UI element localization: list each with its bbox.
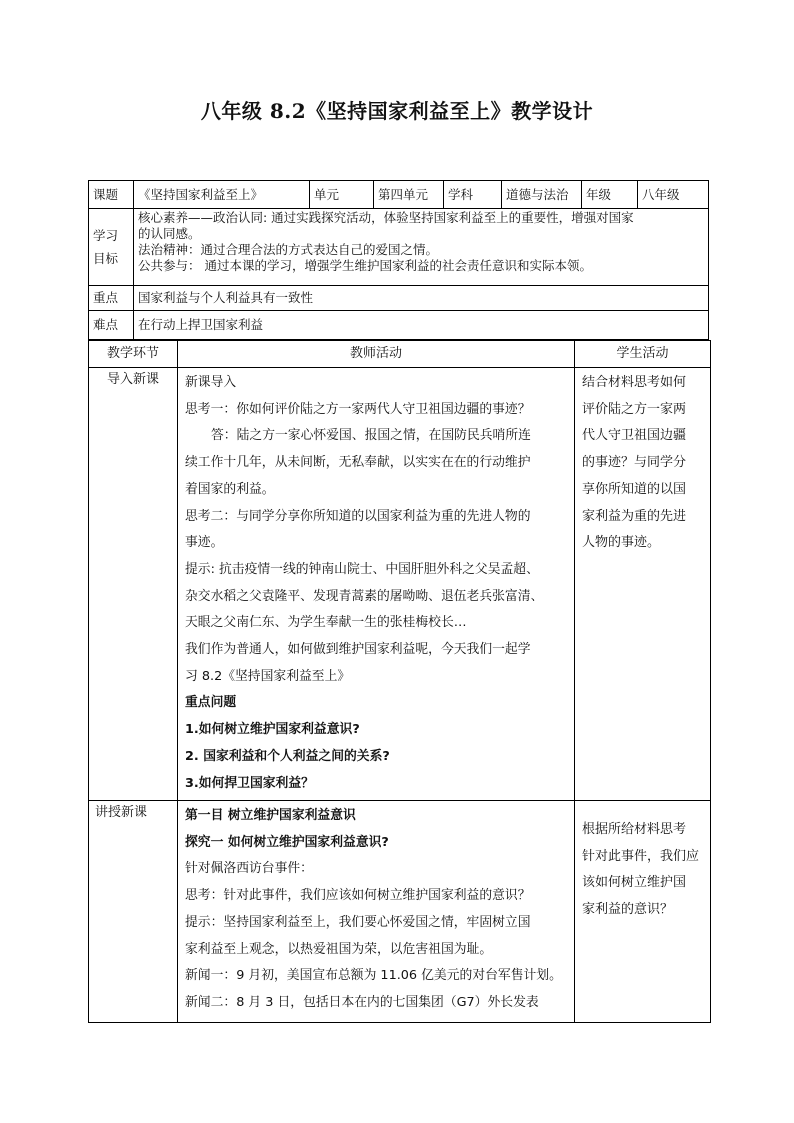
course-info-table [88, 180, 709, 340]
difficulty-value: 在行动上捍卫国家利益 [134, 311, 709, 340]
teacher-line: 习 8.2《坚持国家利益至上》 [185, 668, 351, 684]
subject-label: 学科 [444, 181, 502, 209]
focus-value: 国家利益与个人利益具有一致性 [134, 286, 709, 311]
teacher-line: 思考二：与同学分享你所知道的以国家利益为重的先进人物的 [185, 508, 531, 524]
header-stage: 教学环节 [89, 341, 178, 368]
teacher-line: 事迹。 [185, 535, 224, 551]
teacher-line: 重点问题 [185, 695, 237, 711]
difficulty-label: 难点 [89, 311, 134, 340]
teacher-line: 着国家的利益。 [185, 481, 275, 497]
stage-new-lesson: 讲授新课 [89, 801, 178, 1023]
teacher-activity-new [178, 801, 575, 1023]
student-line: 评价陆之方一家两 [582, 401, 687, 417]
stage-intro: 导入新课 [89, 368, 178, 801]
goals-label-1: 学习 [93, 228, 119, 243]
teacher-line: 3.如何捍卫国家利益？ [185, 775, 314, 791]
student-line: 该如何树立维护国 [582, 875, 687, 891]
student-line: 人物的事迹。 [582, 535, 661, 551]
teacher-line: 家利益至上观念，以热爱祖国为荣，以危害祖国为耻。 [185, 941, 493, 957]
teacher-line: 思考：针对此事件，我们应该如何树立维护国家利益的意识？ [185, 888, 531, 904]
teacher-line: 新闻二：8 月 3 日，包括日本在内的七国集团（G7）外长发表 [185, 994, 539, 1010]
page-title: 八年级 8.2《坚持国家利益至上》教学设计 [200, 99, 594, 123]
grade-value: 八年级 [638, 181, 709, 209]
student-line: 家利益为重的先进 [582, 508, 687, 524]
teacher-line: 续工作十几年，从未间断，无私奉献，以实实在在的行动维护 [185, 455, 531, 471]
teacher-line: 第一目 树立维护国家利益意识 [185, 808, 356, 823]
teacher-line: 针对佩洛西访台事件： [185, 861, 313, 877]
teacher-line: 新闻一：9 月初，美国宣布总额为 11.06 亿美元的对台军售计划。 [185, 968, 562, 984]
goal-line: 公共参与： 通过本课的学习，增强学生维护国家利益的社会责任意识和实际本领。 [138, 258, 592, 273]
goals-content [134, 209, 709, 286]
teacher-activity-intro [178, 368, 575, 801]
student-line: 根据所给材料思考 [582, 822, 687, 837]
grade-label: 年级 [582, 181, 638, 209]
lesson-process-table [88, 340, 711, 1023]
unit-label: 单元 [310, 181, 374, 209]
goals-label-2: 目标 [93, 251, 119, 266]
student-activity-new [575, 801, 711, 1023]
header-teacher: 教师活动 [178, 341, 575, 368]
teacher-line: 2. 国家利益和个人利益之间的关系? [185, 748, 390, 764]
teacher-line: 1.如何树立维护国家利益意识? [185, 722, 360, 738]
header-student: 学生活动 [575, 341, 711, 368]
teacher-line: 提示: 抗击疫情一线的钟南山院士、中国肝胆外科之父吴孟超、 [185, 561, 539, 577]
focus-label: 重点 [89, 286, 134, 311]
goal-line: 的认同感。 [138, 226, 201, 241]
teacher-line: 思考一：你如何评价陆之方一家两代人守卫祖国边疆的事迹？ [185, 401, 531, 417]
teacher-line: 天眼之父南仁东、为学生奉献一生的张桂梅校长… [185, 615, 467, 631]
goal-line: 核心素养——政治认同: 通过实践探究活动，体验坚持国家利益至上的重要性，增强对国家 [138, 210, 634, 225]
student-line: 结合材料思考如何 [582, 375, 687, 390]
topic-label: 课题 [89, 181, 134, 209]
teacher-line: 杂交水稻之父袁隆平、发现青蒿素的屠呦呦、退伍老兵张富清、 [185, 588, 544, 604]
topic-value: 《坚持国家利益至上》 [134, 181, 310, 209]
student-line: 的事迹？与同学分 [582, 455, 687, 471]
teacher-line: 提示：坚持国家利益至上，我们要心怀爱国之情，牢固树立国 [185, 914, 531, 930]
teacher-line: 探究一 如何树立维护国家利益意识? [185, 834, 389, 850]
goals-label [89, 209, 134, 286]
subject-value: 道德与法治 [502, 181, 582, 209]
student-line: 代人守卫祖国边疆 [582, 428, 687, 444]
student-activity-intro [575, 368, 711, 801]
student-line: 针对此事件，我们应 [582, 848, 700, 864]
teacher-line: 我们作为普通人，如何做到维护国家利益呢，今天我们一起学 [185, 642, 531, 658]
goal-line: 法治精神：通过合理合法的方式表达自己的爱国之情。 [138, 242, 439, 257]
student-line: 享你所知道的以国 [582, 481, 687, 497]
student-line: 家利益的意识？ [582, 902, 674, 918]
unit-value: 第四单元 [374, 181, 444, 209]
teacher-line: 答：陆之方一家心怀爱国、报国之情，在国防民兵哨所连 [211, 428, 531, 444]
teacher-line: 新课导入 [185, 375, 237, 390]
